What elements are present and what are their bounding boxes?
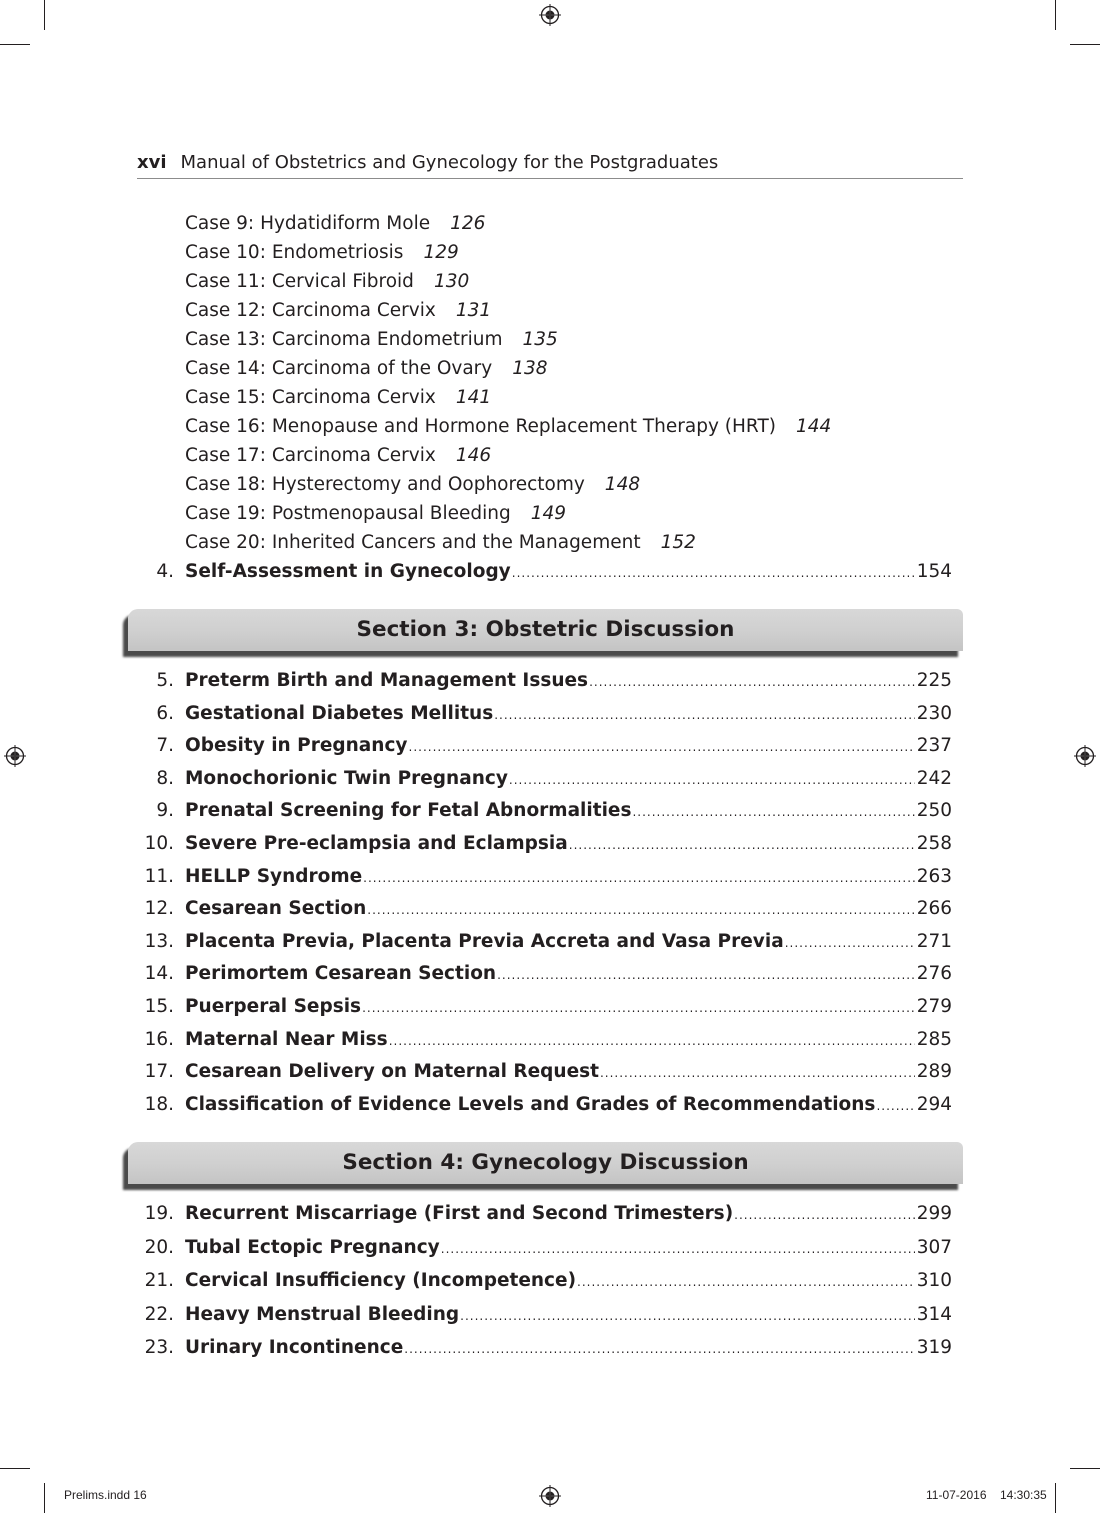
- chapter-page: 276: [916, 963, 952, 985]
- case-title: Carcinoma of the Ovary: [271, 358, 493, 379]
- chapter-page: 230: [916, 702, 952, 724]
- chapter-title: Preterm Birth and Management Issues: [185, 670, 589, 691]
- chapter-entry: [137, 1029, 952, 1062]
- chapter-entry: [137, 670, 952, 703]
- slug-date: 11-07-2016: [926, 1488, 987, 1502]
- case-page: 144: [795, 416, 832, 437]
- dot-leader: [367, 903, 914, 917]
- dot-leader: [509, 773, 915, 787]
- chapter-entry: [137, 898, 952, 931]
- chapter-entry: [137, 800, 952, 833]
- chapter-number: 14.: [144, 963, 174, 985]
- case-page: 152: [660, 532, 696, 553]
- section-3-chapter-list: [137, 670, 952, 1126]
- chapter-number: 16.: [144, 1028, 174, 1050]
- chapter-page: 250: [916, 800, 952, 822]
- section-4-title: Section 4: Gynecology Discussion: [342, 1150, 749, 1175]
- crop-mark: [1055, 0, 1056, 30]
- crop-mark: [1070, 1468, 1100, 1469]
- case-entry: [185, 298, 831, 327]
- crop-mark: [44, 0, 45, 30]
- chapter-title: Recurrent Miscarriage (First and Second Trimesters): [185, 1203, 734, 1224]
- chapter-title: Cesarean Section: [185, 898, 367, 920]
- chapter-page: 263: [916, 865, 952, 887]
- dot-leader: [785, 936, 915, 950]
- chapter-page: 266: [916, 898, 952, 920]
- chapter-entry: [137, 1237, 952, 1271]
- dot-leader: [363, 871, 915, 885]
- case-label: Case 9:: [185, 213, 255, 234]
- case-label: Case 10:: [185, 242, 266, 263]
- crop-mark: [1070, 44, 1100, 45]
- chapter-title: Gestational Diabetes Mellitus: [185, 702, 494, 724]
- dot-leader: [389, 1034, 915, 1048]
- chapter-number: 9.: [156, 800, 174, 822]
- chapter-entry: [137, 735, 952, 768]
- chapter-number: 23.: [144, 1337, 174, 1359]
- case-title: Cervical Fibroid: [271, 271, 414, 292]
- chapter-entry: [137, 1061, 952, 1094]
- case-page: 130: [433, 271, 470, 292]
- case-title: Carcinoma Cervix: [271, 445, 436, 466]
- chapter-entry: [137, 1203, 952, 1237]
- chapter-title: Monochorionic Twin Pregnancy: [185, 767, 508, 789]
- chapter-title: Tubal Ectopic Pregnancy: [185, 1236, 440, 1258]
- crop-mark: [0, 44, 30, 45]
- section-4-banner: [128, 1142, 963, 1184]
- case-title: Endometriosis: [271, 242, 404, 263]
- section-3-banner: [128, 609, 963, 651]
- case-label: Case 17:: [185, 445, 266, 466]
- case-page: 148: [604, 474, 641, 495]
- case-page: 138: [512, 358, 548, 379]
- dot-leader: [362, 1001, 915, 1015]
- dot-leader: [441, 1242, 915, 1256]
- registration-mark-icon: [538, 1484, 562, 1508]
- case-entry: [185, 472, 831, 501]
- chapter-title: Maternal Near Miss: [185, 1028, 388, 1050]
- chapter-entry: [137, 768, 952, 801]
- registration-mark-icon: [3, 744, 27, 768]
- case-title: Carcinoma Cervix: [271, 387, 436, 408]
- section-3-title: Section 3: Obstetric Discussion: [356, 617, 735, 642]
- chapter-page: 237: [916, 735, 952, 757]
- chapter-title: Self-Assessment in Gynecology: [185, 561, 511, 582]
- chapter-number: 8.: [156, 767, 174, 789]
- case-page: 135: [522, 329, 558, 350]
- section-4-chapter-list: [137, 1203, 952, 1371]
- chapter-entry: [137, 1270, 952, 1304]
- chapter-entry: [137, 866, 952, 899]
- crop-mark: [0, 1468, 30, 1469]
- chapter-number: 20.: [144, 1236, 174, 1258]
- case-entry: [185, 356, 831, 385]
- chapter-4-entry: [137, 561, 952, 587]
- chapter-page: 310: [916, 1270, 952, 1292]
- case-page: 126: [450, 213, 486, 234]
- dot-leader: [589, 675, 915, 689]
- case-label: Case 11:: [185, 271, 266, 292]
- case-entry: [185, 385, 831, 414]
- chapter-title: Obesity in Pregnancy: [185, 735, 408, 757]
- case-page: 129: [423, 242, 459, 263]
- case-entry: [185, 530, 831, 559]
- case-entry: [185, 443, 831, 472]
- case-label: Case 14:: [185, 358, 266, 379]
- case-label: Case 13:: [185, 329, 266, 350]
- case-title: Carcinoma Endometrium: [271, 329, 503, 350]
- chapter-page: 307: [916, 1236, 952, 1258]
- chapter-number: 4.: [156, 561, 174, 582]
- case-entry: [185, 240, 831, 269]
- dot-leader: [876, 1099, 914, 1113]
- chapter-page: 294: [916, 1093, 952, 1115]
- slug-time: 14:30:35: [1000, 1488, 1047, 1502]
- chapter-number: 15.: [144, 995, 174, 1017]
- chapter-entry: [137, 703, 952, 736]
- dot-leader: [497, 968, 915, 982]
- case-page: 131: [455, 300, 492, 321]
- chapter-number: 19.: [144, 1203, 174, 1224]
- chapter-title: Cervical Insufficiency (Incompetence): [185, 1270, 577, 1292]
- dot-leader: [409, 740, 915, 754]
- dot-leader: [569, 838, 915, 852]
- dot-leader: [404, 1342, 914, 1356]
- chapter-title: Perimortem Cesarean Section: [185, 963, 497, 985]
- registration-mark-icon: [538, 3, 562, 27]
- chapter-title: HELLP Syndrome: [185, 865, 363, 887]
- chapter-entry: [137, 1337, 952, 1371]
- chapter-number: 11.: [144, 865, 174, 887]
- chapter-title: Placenta Previa, Placenta Previa Accreta and Vasa Previa: [185, 930, 784, 952]
- chapter-page: 271: [916, 930, 952, 952]
- case-label: Case 16:: [185, 416, 266, 437]
- chapter-number: 7.: [156, 735, 174, 757]
- crop-mark: [1055, 1483, 1056, 1513]
- chapter-page: 242: [916, 767, 952, 789]
- chapter-number: 10.: [144, 832, 174, 854]
- chapter-page: 289: [916, 1061, 952, 1083]
- chapter-entry: [137, 996, 952, 1029]
- case-label: Case 15:: [185, 387, 266, 408]
- chapter-number: 22.: [144, 1303, 174, 1325]
- chapter-entry: [137, 1304, 952, 1338]
- dot-leader: [512, 566, 915, 580]
- chapter-number: 17.: [144, 1061, 174, 1083]
- chapter-entry: [137, 561, 952, 587]
- chapter-title: Heavy Menstrual Bleeding: [185, 1303, 460, 1325]
- slug-file-name: Prelims.indd 16: [64, 1488, 147, 1502]
- case-label: Case 18:: [185, 474, 266, 495]
- case-entry: [185, 269, 831, 298]
- case-entry: [185, 327, 831, 356]
- case-label: Case 12:: [185, 300, 266, 321]
- case-entry: [185, 211, 831, 240]
- chapter-title: Prenatal Screening for Fetal Abnormalities: [185, 800, 632, 822]
- chapter-title: Urinary Incontinence: [185, 1337, 404, 1359]
- chapter-page: 279: [916, 995, 952, 1017]
- case-title: Hydatidiform Mole: [260, 213, 431, 234]
- dot-leader: [577, 1275, 915, 1289]
- chapter-title: Puerperal Sepsis: [185, 995, 362, 1017]
- case-label: Case 19:: [185, 503, 266, 524]
- case-title: Hysterectomy and Oophorectomy: [271, 474, 585, 495]
- dot-leader: [632, 805, 914, 819]
- case-page: 141: [455, 387, 492, 408]
- chapter-page: 154: [916, 561, 952, 582]
- dot-leader: [460, 1309, 915, 1323]
- case-entry: [185, 414, 831, 443]
- running-head: [137, 152, 963, 179]
- chapter-number: 12.: [144, 898, 174, 920]
- case-entry: [185, 501, 831, 530]
- chapter-page: 299: [916, 1203, 952, 1224]
- case-list: [185, 211, 831, 559]
- case-title: Inherited Cancers and the Management: [271, 532, 641, 553]
- chapter-title: Cesarean Delivery on Maternal Request: [185, 1061, 599, 1083]
- chapter-title: Severe Pre-eclampsia and Eclampsia: [185, 832, 568, 854]
- chapter-entry: [137, 1094, 952, 1127]
- crop-mark: [44, 1483, 45, 1513]
- page-folio: xvi: [137, 152, 167, 173]
- dot-leader: [734, 1208, 915, 1222]
- case-title: Carcinoma Cervix: [271, 300, 436, 321]
- case-title: Postmenopausal Bleeding: [271, 503, 511, 524]
- chapter-entry: [137, 833, 952, 866]
- chapter-entry: [137, 931, 952, 964]
- dot-leader: [600, 1066, 915, 1080]
- chapter-page: 319: [916, 1337, 952, 1359]
- chapter-title: Classification of Evidence Levels and Grades of Recommendations: [185, 1093, 876, 1115]
- chapter-page: 285: [916, 1028, 952, 1050]
- case-label: Case 20:: [185, 532, 266, 553]
- chapter-number: 21.: [144, 1270, 174, 1292]
- case-page: 149: [530, 503, 567, 524]
- case-page: 146: [455, 445, 492, 466]
- chapter-number: 18.: [144, 1093, 174, 1115]
- registration-mark-icon: [1073, 744, 1097, 768]
- chapter-number: 5.: [156, 670, 174, 691]
- case-title: Menopause and Hormone Replacement Therapy (HRT): [271, 416, 776, 437]
- chapter-number: 6.: [156, 702, 174, 724]
- chapter-entry: [137, 963, 952, 996]
- dot-leader: [494, 708, 914, 722]
- chapter-page: 258: [916, 832, 952, 854]
- chapter-page: 314: [916, 1303, 952, 1325]
- chapter-number: 13.: [144, 930, 174, 952]
- book-title: Manual of Obstetrics and Gynecology for the Postgraduates: [180, 152, 719, 173]
- chapter-page: 225: [916, 670, 952, 691]
